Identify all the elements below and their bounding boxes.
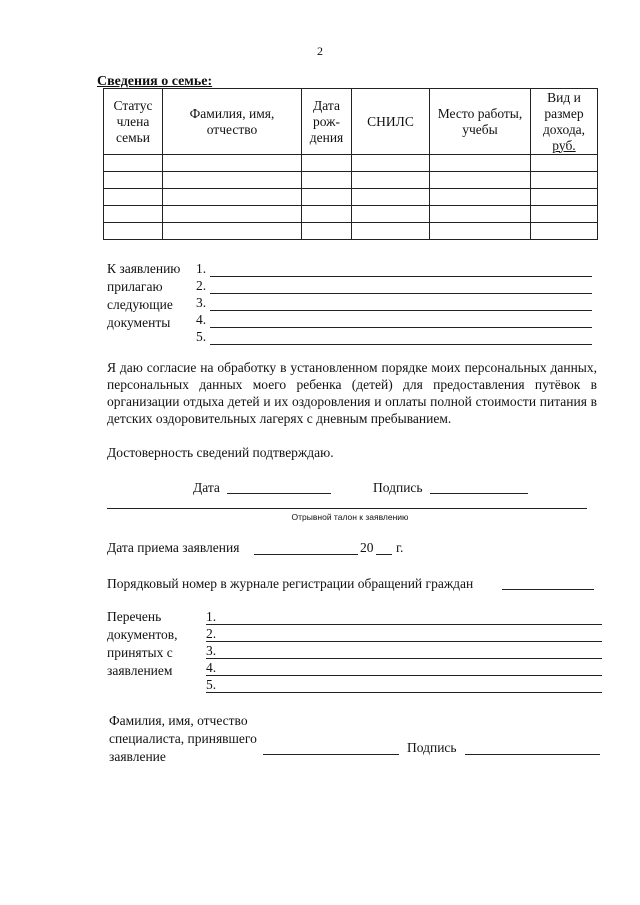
- table-cell[interactable]: [163, 155, 302, 172]
- table-cell[interactable]: [163, 172, 302, 189]
- specialist-label-line: специалиста, принявшего: [109, 731, 257, 746]
- col-birthdate: Дата рож-дения: [302, 89, 352, 155]
- attachment-number: 1.: [196, 261, 207, 276]
- attachments-label-line: документы: [107, 315, 171, 330]
- table-cell[interactable]: [302, 206, 352, 223]
- col-income-label: Вид и размер дохода,: [542, 89, 586, 137]
- table-cell[interactable]: [302, 223, 352, 240]
- table-cell[interactable]: [352, 189, 430, 206]
- table-cell[interactable]: [104, 206, 163, 223]
- table-cell[interactable]: [163, 223, 302, 240]
- accepted-doc-number: 3.: [206, 643, 217, 658]
- table-cell[interactable]: [531, 172, 598, 189]
- attachment-line-1[interactable]: [196, 260, 592, 278]
- table-row: [104, 223, 598, 240]
- table-cell[interactable]: [430, 206, 531, 223]
- table-cell[interactable]: [352, 155, 430, 172]
- consent-text: Я даю согласие на обработку в установленном порядке моих персональных данных, персональных данных моего ребенка (детей) для предоставления путёвок в организации отдыха детей и их оздоровления и оплаты полной стоимости питания в детских оздоровительных лагерях с дневным пребыванием.: [107, 360, 597, 426]
- col-income: [531, 89, 598, 155]
- attachments-label-line: К заявлению: [107, 261, 181, 276]
- table-cell[interactable]: [352, 223, 430, 240]
- table-cell[interactable]: [531, 155, 598, 172]
- family-table-header: [104, 89, 598, 155]
- table-cell[interactable]: [302, 172, 352, 189]
- consent-paragraph: [107, 359, 597, 427]
- table-row: [104, 206, 598, 223]
- col-workplace: Место работы, учебы: [430, 89, 531, 155]
- verify-statement: Достоверность сведений подтверждаю.: [107, 445, 334, 460]
- attachment-line-4[interactable]: [196, 311, 592, 329]
- attachments-label-line: прилагаю: [107, 279, 163, 294]
- family-table: [103, 88, 598, 240]
- attachment-line-2[interactable]: [196, 277, 592, 295]
- specialist-name-field[interactable]: [263, 754, 399, 755]
- accepted-docs-label-line: Перечень: [107, 609, 162, 624]
- accepted-doc-number: 2.: [206, 626, 217, 641]
- receipt-year-prefix: 20: [360, 540, 374, 555]
- col-fio: Фамилия, имя, отчество: [163, 89, 302, 155]
- table-cell[interactable]: [430, 189, 531, 206]
- accepted-doc-line-4[interactable]: [206, 659, 602, 677]
- table-cell[interactable]: [302, 155, 352, 172]
- table-cell[interactable]: [430, 223, 531, 240]
- table-cell[interactable]: [352, 172, 430, 189]
- receipt-year-field[interactable]: [376, 554, 392, 555]
- col-status: Статус члена семьи: [104, 89, 163, 155]
- attachments-label-line: следующие: [107, 297, 173, 312]
- tear-off-label: Отрывной талон к заявлению: [291, 512, 409, 522]
- table-cell[interactable]: [163, 189, 302, 206]
- col-snils: СНИЛС: [352, 89, 430, 155]
- accepted-doc-number: 1.: [206, 609, 217, 624]
- family-section-title: Сведения о семье:: [97, 74, 213, 89]
- table-cell[interactable]: [104, 189, 163, 206]
- receipt-date-field[interactable]: [254, 554, 358, 555]
- table-cell[interactable]: [163, 206, 302, 223]
- attachment-line-5[interactable]: [196, 328, 592, 346]
- accepted-doc-number: 5.: [206, 677, 217, 692]
- specialist-signature-field[interactable]: [465, 754, 600, 755]
- accepted-docs-label-line: принятых с: [107, 645, 173, 660]
- accepted-doc-line-2[interactable]: [206, 625, 602, 643]
- accepted-doc-line-1[interactable]: [206, 608, 602, 626]
- tear-off-line: [107, 508, 587, 509]
- attachment-line-3[interactable]: [196, 294, 592, 312]
- table-cell[interactable]: [104, 155, 163, 172]
- attachments-label: [107, 260, 180, 332]
- table-cell[interactable]: [104, 223, 163, 240]
- table-cell[interactable]: [302, 189, 352, 206]
- table-cell[interactable]: [531, 206, 598, 223]
- attachment-number: 5.: [196, 329, 207, 344]
- attachment-number: 4.: [196, 312, 207, 327]
- signature-field[interactable]: [430, 493, 528, 494]
- specialist-label: [109, 712, 257, 766]
- attachment-number: 2.: [196, 278, 207, 293]
- date-field[interactable]: [227, 493, 331, 494]
- accepted-doc-line-3[interactable]: [206, 642, 602, 660]
- journal-number-field[interactable]: [502, 589, 594, 590]
- accepted-docs-label-line: документов,: [107, 627, 178, 642]
- specialist-label-line: Фамилия, имя, отчество: [109, 713, 248, 728]
- receipt-date-label: Дата приема заявления: [107, 540, 240, 555]
- page-number: 2: [317, 44, 323, 58]
- table-cell[interactable]: [352, 206, 430, 223]
- specialist-label-line: заявление: [109, 749, 166, 764]
- table-cell[interactable]: [430, 155, 531, 172]
- table-row: [104, 172, 598, 189]
- accepted-docs-label: [107, 608, 178, 680]
- table-cell[interactable]: [531, 189, 598, 206]
- receipt-year-suffix: г.: [396, 540, 404, 555]
- accepted-doc-line-5[interactable]: [206, 676, 602, 694]
- signature-label: Подпись: [373, 480, 423, 495]
- col-income-unit: руб.: [552, 137, 576, 153]
- table-cell[interactable]: [104, 172, 163, 189]
- accepted-docs-label-line: заявлением: [107, 663, 173, 678]
- table-row: [104, 189, 598, 206]
- table-cell[interactable]: [430, 172, 531, 189]
- journal-number-label: Порядковый номер в журнале регистрации обращений граждан: [107, 576, 474, 591]
- accepted-doc-number: 4.: [206, 660, 217, 675]
- table-cell[interactable]: [531, 223, 598, 240]
- specialist-signature-label: Подпись: [407, 740, 457, 755]
- table-row: [104, 155, 598, 172]
- attachment-number: 3.: [196, 295, 207, 310]
- date-label: Дата: [193, 480, 220, 495]
